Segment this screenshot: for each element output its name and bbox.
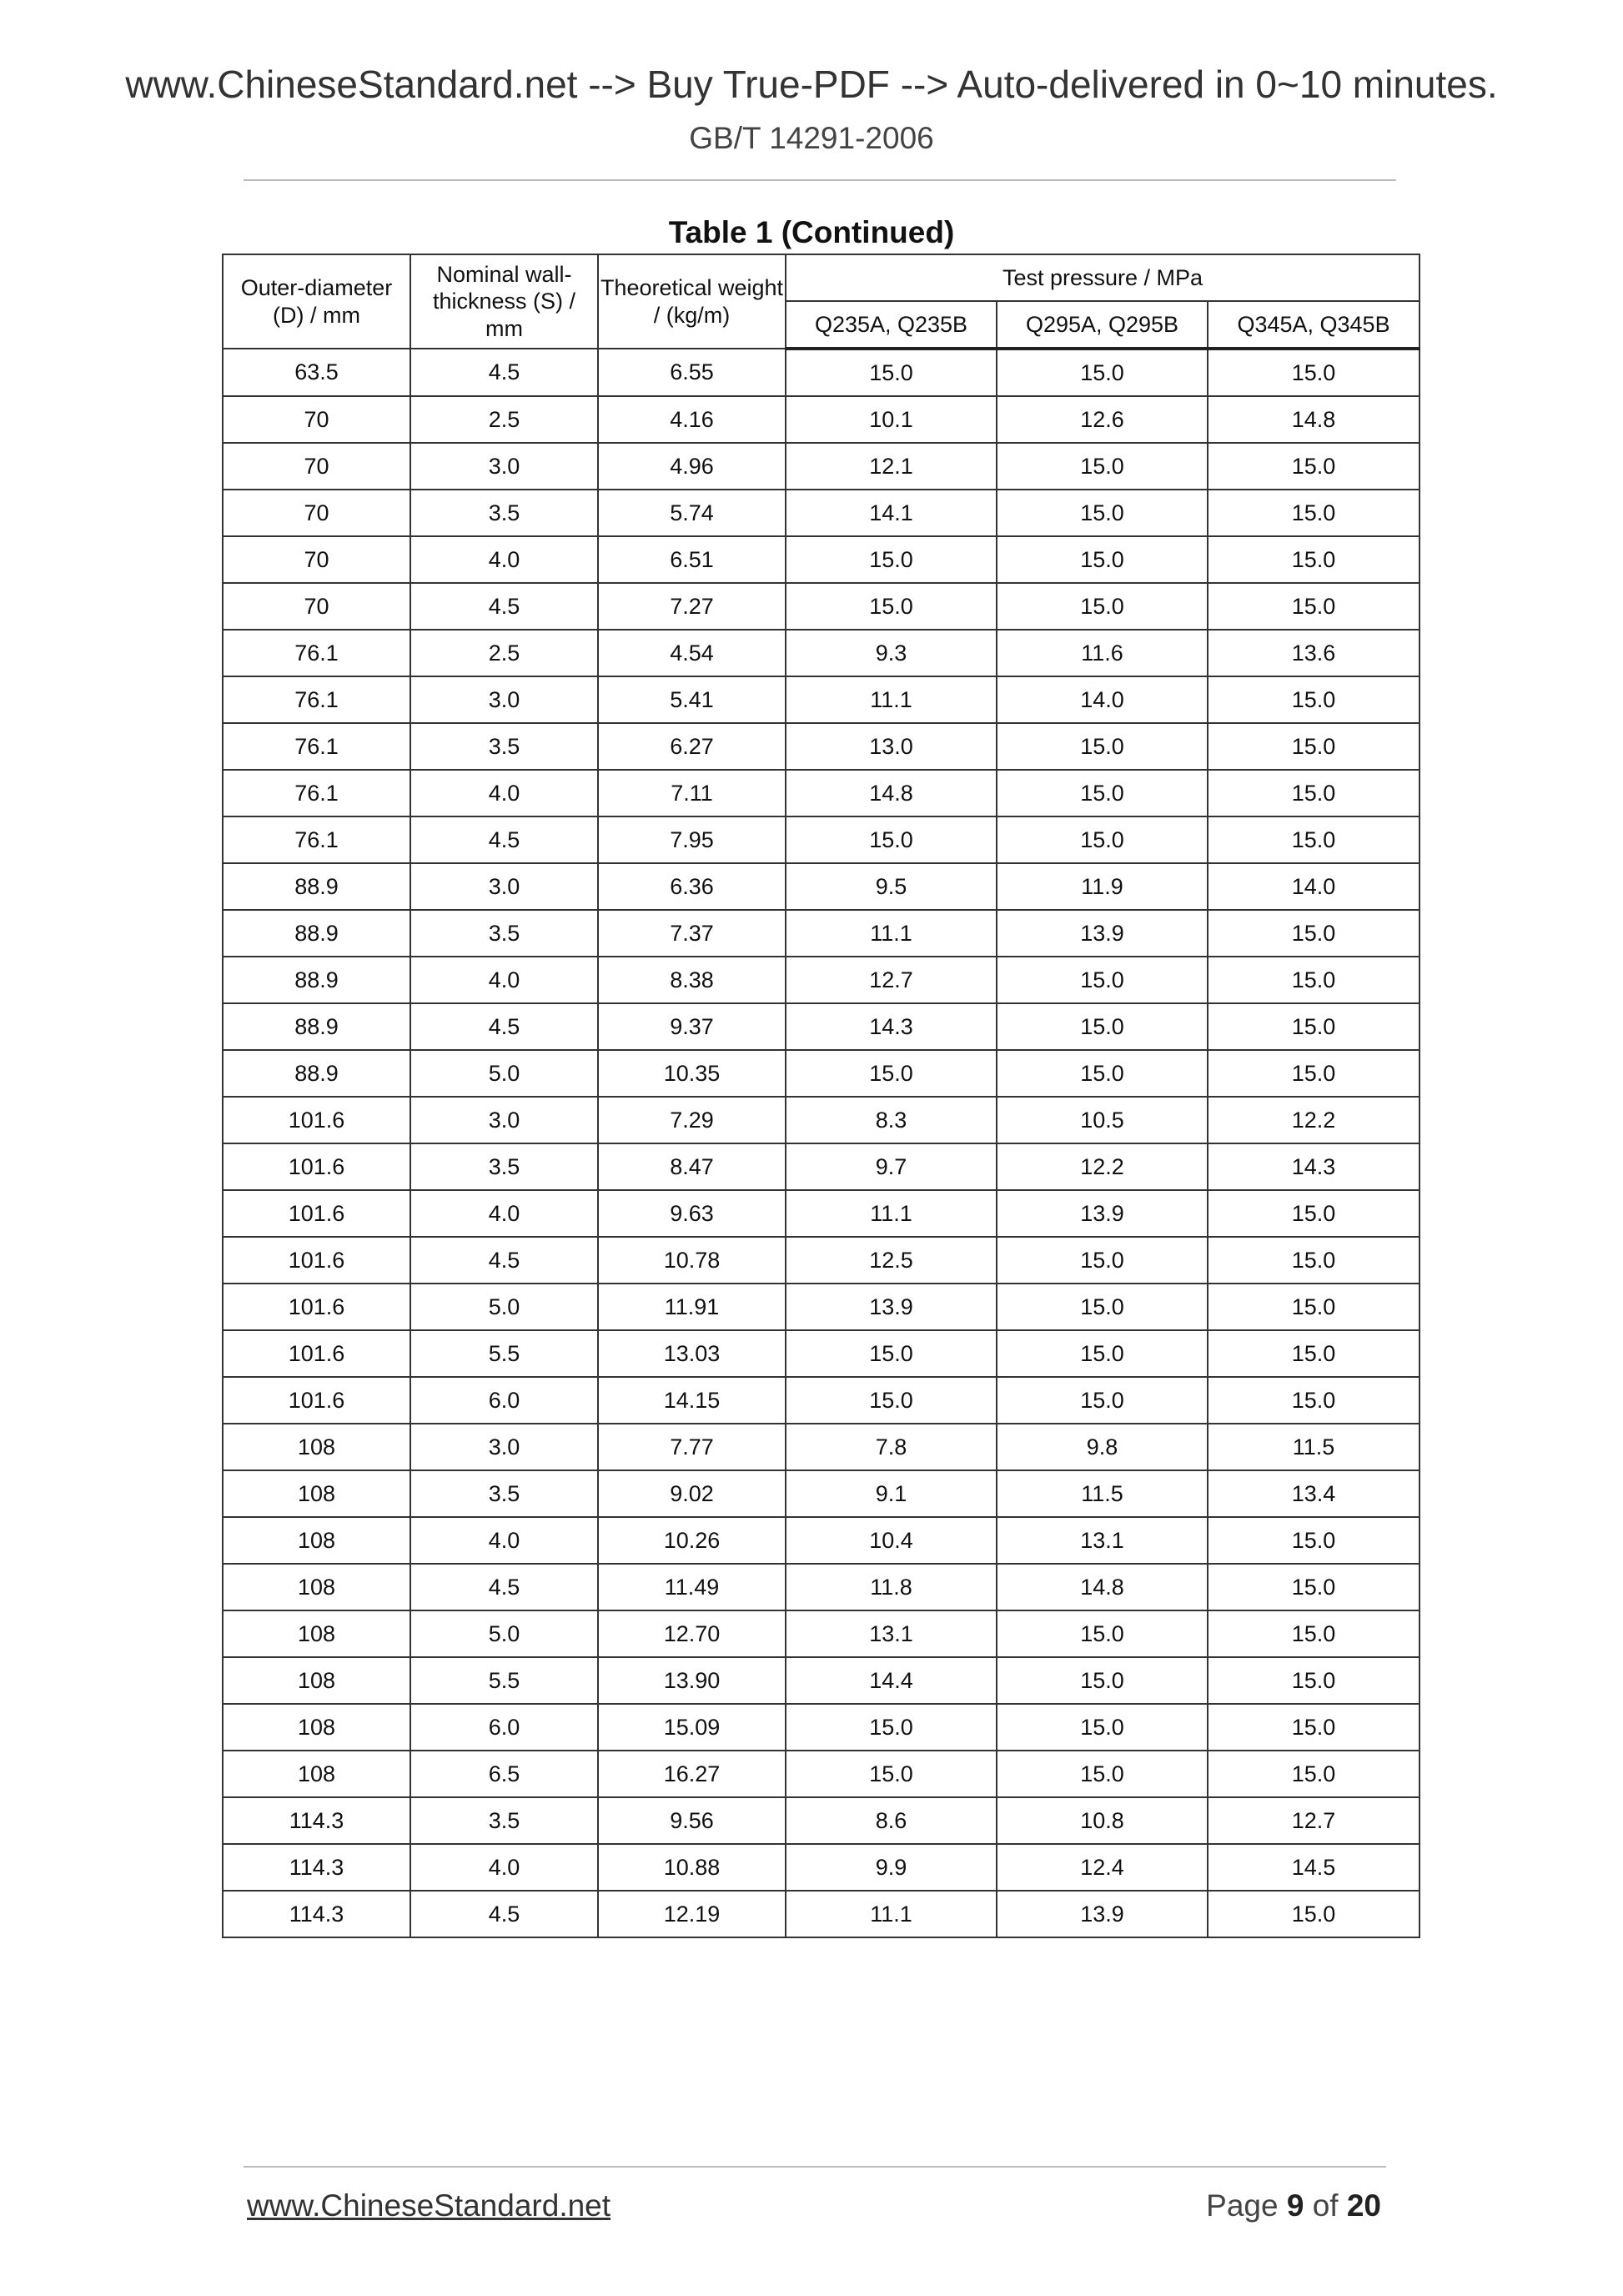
cell-pressure-q345: 12.2 [1208,1097,1419,1143]
cell-theoretical-weight: 13.03 [598,1330,786,1377]
cell-outer-diameter: 114.3 [223,1844,410,1891]
cell-wall-thickness: 4.5 [410,583,598,630]
cell-outer-diameter: 101.6 [223,1377,410,1424]
cell-pressure-q345: 15.0 [1208,723,1419,770]
cell-wall-thickness: 4.0 [410,770,598,816]
cell-pressure-q235: 11.1 [786,676,997,723]
table-row [223,583,1419,630]
cell-outer-diameter: 88.9 [223,957,410,1003]
cell-wall-thickness: 3.5 [410,910,598,957]
cell-pressure-q235: 8.3 [786,1097,997,1143]
cell-pressure-q295: 15.0 [997,583,1208,630]
table-row [223,863,1419,910]
cell-theoretical-weight: 8.38 [598,957,786,1003]
page-prefix: Page [1206,2188,1279,2223]
cell-pressure-q345: 14.3 [1208,1143,1419,1190]
cell-wall-thickness: 6.5 [410,1751,598,1797]
cell-theoretical-weight: 4.16 [598,396,786,443]
col-header-test-pressure: Test pressure / MPa [786,254,1419,301]
cell-theoretical-weight: 4.96 [598,443,786,490]
cell-outer-diameter: 108 [223,1564,410,1610]
table-row [223,1003,1419,1050]
table-row [223,910,1419,957]
cell-pressure-q295: 15.0 [997,536,1208,583]
cell-pressure-q295: 15.0 [997,443,1208,490]
cell-outer-diameter: 70 [223,583,410,630]
cell-pressure-q345: 15.0 [1208,583,1419,630]
cell-pressure-q235: 11.1 [786,1891,997,1937]
cell-pressure-q235: 14.8 [786,770,997,816]
table-row [223,396,1419,443]
page-indicator [1206,2188,1381,2223]
cell-wall-thickness: 5.5 [410,1657,598,1704]
table-row [223,630,1419,676]
cell-outer-diameter: 101.6 [223,1143,410,1190]
cell-outer-diameter: 108 [223,1704,410,1751]
cell-wall-thickness: 6.0 [410,1704,598,1751]
cell-outer-diameter: 70 [223,396,410,443]
cell-theoretical-weight: 10.35 [598,1050,786,1097]
cell-theoretical-weight: 5.41 [598,676,786,723]
cell-pressure-q345: 14.8 [1208,396,1419,443]
cell-pressure-q235: 11.1 [786,910,997,957]
cell-outer-diameter: 114.3 [223,1797,410,1844]
cell-pressure-q295: 14.8 [997,1564,1208,1610]
cell-theoretical-weight: 15.09 [598,1704,786,1751]
cell-pressure-q235: 12.1 [786,443,997,490]
cell-wall-thickness: 5.0 [410,1050,598,1097]
cell-wall-thickness: 4.0 [410,536,598,583]
cell-theoretical-weight: 11.91 [598,1284,786,1330]
cell-pressure-q295: 12.4 [997,1844,1208,1891]
table-row [223,957,1419,1003]
cell-pressure-q295: 13.1 [997,1517,1208,1564]
cell-pressure-q295: 15.0 [997,723,1208,770]
cell-pressure-q295: 15.0 [997,957,1208,1003]
cell-outer-diameter: 88.9 [223,1003,410,1050]
cell-theoretical-weight: 7.77 [598,1424,786,1470]
cell-pressure-q345: 15.0 [1208,1564,1419,1610]
cell-pressure-q235: 15.0 [786,1377,997,1424]
cell-pressure-q295: 11.9 [997,863,1208,910]
cell-outer-diameter: 108 [223,1424,410,1470]
cell-pressure-q295: 9.8 [997,1424,1208,1470]
cell-theoretical-weight: 7.11 [598,770,786,816]
table-row [223,1424,1419,1470]
cell-wall-thickness: 5.5 [410,1330,598,1377]
cell-pressure-q235: 7.8 [786,1424,997,1470]
cell-pressure-q295: 15.0 [997,770,1208,816]
cell-pressure-q345: 15.0 [1208,1050,1419,1097]
cell-pressure-q295: 12.2 [997,1143,1208,1190]
table-row [223,770,1419,816]
cell-theoretical-weight: 7.27 [598,583,786,630]
cell-outer-diameter: 108 [223,1751,410,1797]
cell-wall-thickness: 4.0 [410,1844,598,1891]
cell-pressure-q235: 13.0 [786,723,997,770]
cell-pressure-q235: 11.8 [786,1564,997,1610]
cell-pressure-q295: 15.0 [997,1003,1208,1050]
cell-outer-diameter: 114.3 [223,1891,410,1937]
cell-theoretical-weight: 10.78 [598,1237,786,1284]
cell-pressure-q235: 15.0 [786,349,997,396]
standard-code: GB/T 14291-2006 [689,121,934,155]
page-of: of [1312,2188,1339,2223]
header-divider [244,179,1396,181]
cell-pressure-q345: 14.5 [1208,1844,1419,1891]
cell-wall-thickness: 4.0 [410,957,598,1003]
cell-pressure-q345: 15.0 [1208,1517,1419,1564]
cell-outer-diameter: 101.6 [223,1237,410,1284]
cell-wall-thickness: 5.0 [410,1284,598,1330]
cell-outer-diameter: 70 [223,536,410,583]
cell-theoretical-weight: 6.36 [598,863,786,910]
cell-pressure-q235: 15.0 [786,1050,997,1097]
cell-theoretical-weight: 6.51 [598,536,786,583]
cell-pressure-q295: 10.5 [997,1097,1208,1143]
table-row [223,723,1419,770]
cell-pressure-q235: 14.4 [786,1657,997,1704]
table-row [223,1050,1419,1097]
cell-outer-diameter: 101.6 [223,1284,410,1330]
col-header-wall-thickness: Nominal wall-thickness (S) / mm [410,254,598,349]
table-row [223,1797,1419,1844]
cell-pressure-q295: 15.0 [997,1377,1208,1424]
cell-pressure-q235: 10.4 [786,1517,997,1564]
cell-pressure-q235: 8.6 [786,1797,997,1844]
cell-pressure-q295: 15.0 [997,1284,1208,1330]
cell-theoretical-weight: 7.29 [598,1097,786,1143]
table-row [223,1143,1419,1190]
cell-pressure-q345: 15.0 [1208,1377,1419,1424]
cell-pressure-q235: 10.1 [786,396,997,443]
cell-outer-diameter: 76.1 [223,770,410,816]
cell-wall-thickness: 4.5 [410,1891,598,1937]
cell-outer-diameter: 108 [223,1517,410,1564]
col-header-grade-q235: Q235A, Q235B [786,301,997,349]
cell-outer-diameter: 101.6 [223,1190,410,1237]
cell-outer-diameter: 76.1 [223,676,410,723]
cell-outer-diameter: 108 [223,1610,410,1657]
cell-pressure-q295: 15.0 [997,1610,1208,1657]
cell-pressure-q295: 14.0 [997,676,1208,723]
table-row [223,536,1419,583]
cell-wall-thickness: 3.5 [410,490,598,536]
table-row [223,1517,1419,1564]
table-row [223,1751,1419,1797]
cell-theoretical-weight: 9.37 [598,1003,786,1050]
cell-wall-thickness: 3.0 [410,676,598,723]
cell-theoretical-weight: 9.56 [598,1797,786,1844]
cell-pressure-q235: 9.3 [786,630,997,676]
cell-theoretical-weight: 9.63 [598,1190,786,1237]
cell-wall-thickness: 3.5 [410,1797,598,1844]
cell-wall-thickness: 4.5 [410,1564,598,1610]
cell-theoretical-weight: 6.55 [598,349,786,396]
cell-wall-thickness: 3.5 [410,1470,598,1517]
cell-pressure-q345: 15.0 [1208,1610,1419,1657]
cell-pressure-q295: 15.0 [997,1704,1208,1751]
cell-pressure-q345: 14.0 [1208,863,1419,910]
cell-outer-diameter: 70 [223,443,410,490]
col-header-grade-q295: Q295A, Q295B [997,301,1208,349]
cell-theoretical-weight: 6.27 [598,723,786,770]
cell-pressure-q235: 14.3 [786,1003,997,1050]
cell-theoretical-weight: 14.15 [598,1377,786,1424]
cell-pressure-q295: 15.0 [997,1050,1208,1097]
cell-pressure-q235: 12.7 [786,957,997,1003]
cell-theoretical-weight: 4.54 [598,630,786,676]
cell-wall-thickness: 5.0 [410,1610,598,1657]
table-row [223,1610,1419,1657]
cell-pressure-q235: 9.1 [786,1470,997,1517]
cell-pressure-q345: 15.0 [1208,1704,1419,1751]
cell-wall-thickness: 3.0 [410,1424,598,1470]
cell-theoretical-weight: 9.02 [598,1470,786,1517]
table-row [223,1237,1419,1284]
cell-theoretical-weight: 10.26 [598,1517,786,1564]
cell-pressure-q345: 15.0 [1208,1003,1419,1050]
cell-pressure-q295: 15.0 [997,1657,1208,1704]
cell-pressure-q345: 15.0 [1208,957,1419,1003]
cell-pressure-q295: 13.9 [997,910,1208,957]
cell-pressure-q295: 13.9 [997,1891,1208,1937]
table-row [223,490,1419,536]
cell-outer-diameter: 76.1 [223,630,410,676]
cell-pressure-q235: 15.0 [786,583,997,630]
col-header-outer-diameter: Outer-diameter (D) / mm [223,254,410,349]
cell-pressure-q345: 15.0 [1208,1891,1419,1937]
cell-pressure-q345: 11.5 [1208,1424,1419,1470]
cell-pressure-q235: 13.1 [786,1610,997,1657]
footer-divider [244,2166,1386,2168]
cell-pressure-q345: 12.7 [1208,1797,1419,1844]
cell-pressure-q235: 12.5 [786,1237,997,1284]
table-row [223,1891,1419,1937]
cell-pressure-q345: 15.0 [1208,490,1419,536]
cell-theoretical-weight: 5.74 [598,490,786,536]
table-row [223,1657,1419,1704]
table-row [223,1190,1419,1237]
table-row [223,1844,1419,1891]
cell-theoretical-weight: 13.90 [598,1657,786,1704]
cell-pressure-q345: 15.0 [1208,1284,1419,1330]
table-title: Table 1 (Continued) [668,215,955,249]
cell-outer-diameter: 76.1 [223,723,410,770]
cell-pressure-q345: 13.6 [1208,630,1419,676]
cell-pressure-q235: 15.0 [786,816,997,863]
table-row [223,1564,1419,1610]
cell-outer-diameter: 88.9 [223,910,410,957]
footer-site-link[interactable]: www.ChineseStandard.net [247,2188,611,2223]
cell-wall-thickness: 4.5 [410,816,598,863]
cell-pressure-q295: 15.0 [997,816,1208,863]
table-row [223,1097,1419,1143]
cell-wall-thickness: 6.0 [410,1377,598,1424]
cell-pressure-q295: 15.0 [997,349,1208,396]
table-body [223,349,1419,1937]
cell-wall-thickness: 3.5 [410,723,598,770]
cell-outer-diameter: 70 [223,490,410,536]
cell-pressure-q345: 15.0 [1208,910,1419,957]
col-header-grade-q345: Q345A, Q345B [1208,301,1419,349]
cell-outer-diameter: 76.1 [223,816,410,863]
cell-pressure-q345: 15.0 [1208,1751,1419,1797]
cell-pressure-q235: 15.0 [786,1751,997,1797]
cell-wall-thickness: 3.0 [410,863,598,910]
cell-wall-thickness: 3.5 [410,1143,598,1190]
header-banner: www.ChineseStandard.net --> Buy True-PDF --> Auto-delivered in 0~10 minutes. [125,63,1498,106]
cell-pressure-q295: 11.5 [997,1470,1208,1517]
cell-wall-thickness: 2.5 [410,396,598,443]
table-row [223,1284,1419,1330]
cell-outer-diameter: 63.5 [223,349,410,396]
cell-pressure-q295: 15.0 [997,1751,1208,1797]
cell-pressure-q235: 15.0 [786,536,997,583]
cell-pressure-q345: 13.4 [1208,1470,1419,1517]
page-current: 9 [1286,2188,1304,2223]
pipe-spec-table [222,254,1420,1938]
cell-outer-diameter: 101.6 [223,1097,410,1143]
cell-pressure-q345: 15.0 [1208,349,1419,396]
page-total: 20 [1346,2188,1381,2223]
table-row [223,1470,1419,1517]
cell-wall-thickness: 2.5 [410,630,598,676]
col-header-theoretical-weight: Theoretical weight / (kg/m) [598,254,786,349]
cell-wall-thickness: 3.0 [410,443,598,490]
cell-pressure-q235: 9.7 [786,1143,997,1190]
cell-pressure-q345: 15.0 [1208,536,1419,583]
cell-outer-diameter: 88.9 [223,863,410,910]
table-row [223,1330,1419,1377]
table-row [223,349,1419,396]
cell-pressure-q345: 15.0 [1208,1190,1419,1237]
table-row [223,1704,1419,1751]
cell-pressure-q345: 15.0 [1208,676,1419,723]
cell-pressure-q235: 15.0 [786,1330,997,1377]
cell-wall-thickness: 4.0 [410,1517,598,1564]
cell-pressure-q235: 13.9 [786,1284,997,1330]
cell-pressure-q235: 11.1 [786,1190,997,1237]
table-row [223,1377,1419,1424]
cell-pressure-q295: 10.8 [997,1797,1208,1844]
cell-pressure-q345: 15.0 [1208,443,1419,490]
cell-pressure-q345: 15.0 [1208,770,1419,816]
cell-pressure-q345: 15.0 [1208,1330,1419,1377]
cell-outer-diameter: 108 [223,1470,410,1517]
cell-wall-thickness: 4.5 [410,1003,598,1050]
cell-outer-diameter: 88.9 [223,1050,410,1097]
cell-outer-diameter: 108 [223,1657,410,1704]
cell-wall-thickness: 3.0 [410,1097,598,1143]
cell-pressure-q235: 9.5 [786,863,997,910]
cell-pressure-q295: 15.0 [997,1237,1208,1284]
cell-theoretical-weight: 7.37 [598,910,786,957]
cell-pressure-q295: 13.9 [997,1190,1208,1237]
cell-pressure-q295: 11.6 [997,630,1208,676]
cell-theoretical-weight: 11.49 [598,1564,786,1610]
cell-pressure-q345: 15.0 [1208,1657,1419,1704]
table-row [223,676,1419,723]
table-row [223,443,1419,490]
cell-pressure-q345: 15.0 [1208,816,1419,863]
cell-theoretical-weight: 7.95 [598,816,786,863]
cell-pressure-q295: 15.0 [997,490,1208,536]
cell-pressure-q235: 15.0 [786,1704,997,1751]
cell-theoretical-weight: 12.19 [598,1891,786,1937]
cell-outer-diameter: 101.6 [223,1330,410,1377]
cell-theoretical-weight: 8.47 [598,1143,786,1190]
cell-wall-thickness: 4.0 [410,1190,598,1237]
cell-theoretical-weight: 16.27 [598,1751,786,1797]
table-row [223,816,1419,863]
cell-pressure-q295: 12.6 [997,396,1208,443]
cell-theoretical-weight: 12.70 [598,1610,786,1657]
cell-pressure-q235: 9.9 [786,1844,997,1891]
cell-pressure-q235: 14.1 [786,490,997,536]
cell-pressure-q295: 15.0 [997,1330,1208,1377]
cell-wall-thickness: 4.5 [410,1237,598,1284]
cell-theoretical-weight: 10.88 [598,1844,786,1891]
cell-wall-thickness: 4.5 [410,349,598,396]
cell-pressure-q345: 15.0 [1208,1237,1419,1284]
